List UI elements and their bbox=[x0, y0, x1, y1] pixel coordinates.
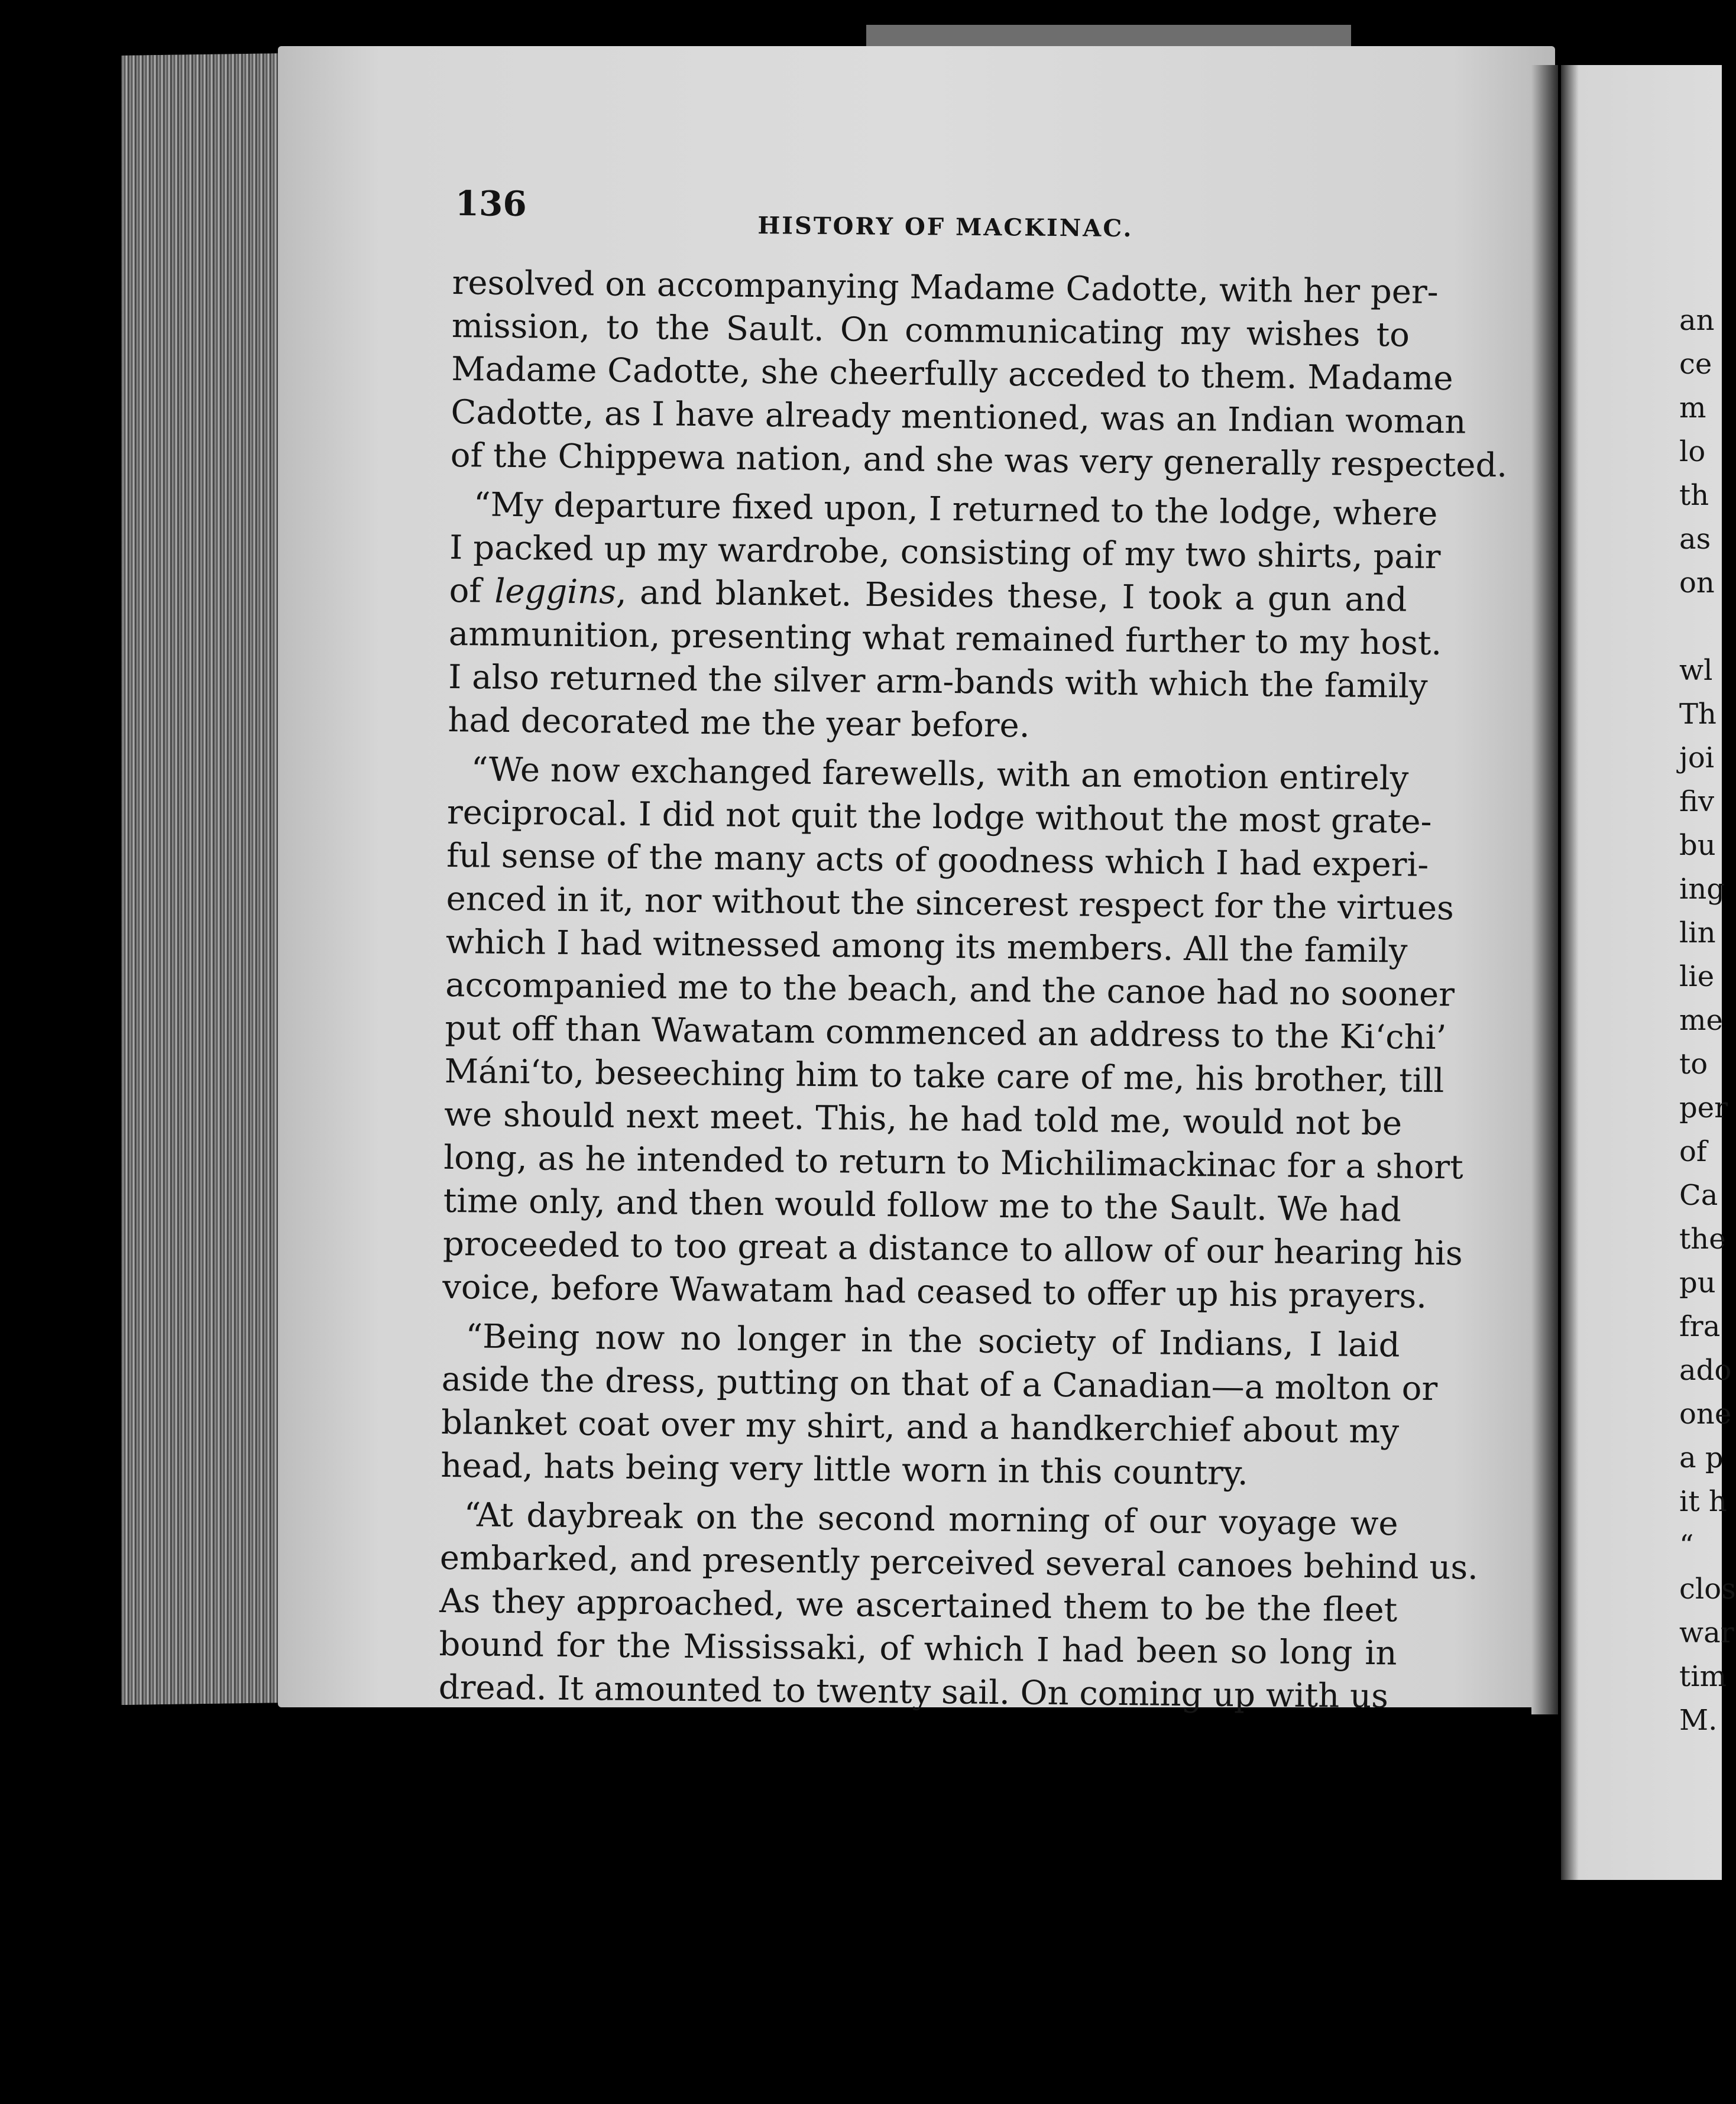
paragraph bbox=[438, 1493, 1479, 1719]
fragment-line: clos bbox=[1679, 1573, 1736, 1606]
text-line: “We now exchanged farewells, with an emotion entirely bbox=[471, 750, 1409, 798]
text-line: head, hats being very little worn in this country. bbox=[441, 1446, 1249, 1493]
text-line: enced in it, nor without the sincerest respect for the virtues bbox=[446, 879, 1455, 928]
text-line: As they approached, we ascertained them to be the fleet bbox=[439, 1581, 1398, 1630]
fragment-line: lo bbox=[1679, 435, 1706, 468]
text-line: of the Chippewa nation, and she was very generally respected. bbox=[450, 436, 1508, 485]
text-line: reciprocal. I did not quit the lodge without the most grate- bbox=[446, 793, 1432, 841]
text-line: Madame Cadotte, she cheerfully acceded to them. Madame bbox=[451, 349, 1453, 398]
fragment-line: lie bbox=[1679, 960, 1715, 993]
text-line: time only, and then would follow me to the Sault. We had bbox=[443, 1181, 1402, 1230]
text-line: had decorated me the year before. bbox=[448, 701, 1030, 745]
fragment-line: Ca bbox=[1679, 1179, 1718, 1212]
text-line: mission, to the Sault. On communicating my wishes to bbox=[451, 306, 1410, 355]
text-line: long, as he intended to return to Michilimackinac for a short bbox=[443, 1138, 1463, 1187]
text-line: Cadotte, as I have already mentioned, was an Indian woman bbox=[451, 393, 1466, 442]
fragment-line: bu bbox=[1679, 829, 1716, 862]
text-line: “My departure fixed upon, I returned to the lodge, where bbox=[473, 485, 1438, 534]
text-line: resolved on accompanying Madame Cadotte, with her per- bbox=[452, 263, 1439, 312]
fragment-line: the bbox=[1679, 1223, 1726, 1256]
fragment-line: on bbox=[1679, 566, 1715, 599]
text-line: of leggins, and blanket. Besides these, I took a gun and bbox=[449, 571, 1407, 620]
text-line: Máni‘to, beseeching him to take care of me, his brother, till bbox=[444, 1052, 1444, 1101]
page-number: 136 bbox=[455, 183, 527, 224]
fragment-line: a p bbox=[1679, 1441, 1724, 1474]
text-line: I packed up my wardrobe, consisting of my two shirts, pair bbox=[449, 528, 1441, 577]
fragment-line: ado bbox=[1679, 1354, 1732, 1387]
fragment-line: Th bbox=[1679, 698, 1716, 731]
fragment-line: “ bbox=[1679, 1529, 1694, 1562]
page-header bbox=[455, 183, 1419, 243]
fragment-line: me bbox=[1679, 1004, 1723, 1037]
text-line: ful sense of the many acts of goodness which I had experi- bbox=[446, 836, 1429, 884]
paragraph bbox=[441, 1315, 1438, 1497]
text-line: blanket coat over my shirt, and a handkerchief about my bbox=[441, 1403, 1400, 1451]
fragment-line: wl bbox=[1679, 654, 1713, 687]
fragment-line: as bbox=[1679, 523, 1711, 556]
text-line: accompanied me to the beach, and the canoe had no sooner bbox=[445, 965, 1455, 1014]
running-head: HISTORY OF MACKINAC. bbox=[757, 212, 1133, 243]
text-line: aside the dress, putting on that of a Canadian—a molton or bbox=[441, 1360, 1438, 1409]
text-line: “Being now no longer in the society of Indians, I laid bbox=[465, 1317, 1400, 1365]
text-line: voice, before Wawatam had ceased to offer up his prayers. bbox=[442, 1267, 1427, 1316]
fragment-line: war bbox=[1679, 1616, 1734, 1649]
text-line: we should next meet. This, he had told me, would not be bbox=[443, 1095, 1403, 1143]
text-line: which I had witnessed among its members. All the family bbox=[445, 922, 1408, 971]
text-line: ammunition, presenting what remained further to my host. bbox=[448, 614, 1442, 663]
text-line: bound for the Mississaki, of which I had been so long in bbox=[439, 1625, 1397, 1673]
fragment-line: it h bbox=[1679, 1485, 1727, 1518]
text-line: embarked, and presently perceived several canoes behind us. bbox=[439, 1538, 1479, 1587]
fragment-line: an bbox=[1679, 304, 1715, 337]
fragment-line: tim bbox=[1679, 1660, 1727, 1693]
fragment-line: m bbox=[1679, 391, 1706, 424]
text-line: put off than Wawatam commenced an address to the Ki‘chi’ bbox=[445, 1009, 1447, 1058]
fragment-line: of bbox=[1679, 1135, 1707, 1168]
fragment-line: M. bbox=[1679, 1704, 1718, 1737]
paragraph bbox=[448, 483, 1442, 751]
fragment-line: per bbox=[1679, 1091, 1728, 1124]
book-gutter bbox=[1531, 65, 1558, 1714]
italic-word: leggins bbox=[494, 572, 617, 612]
fragment-line: joi bbox=[1679, 741, 1715, 774]
book-page-edges bbox=[121, 53, 290, 1705]
fragment-line bbox=[1679, 605, 1722, 649]
right-page-text-fragments bbox=[1679, 299, 1736, 1742]
fragment-line: fra bbox=[1679, 1310, 1721, 1343]
fragment-line: ing bbox=[1679, 873, 1725, 906]
text-line: “At daybreak on the second morning of our voyage we bbox=[464, 1496, 1398, 1544]
fragment-line: ce bbox=[1679, 348, 1712, 381]
fragment-line: to bbox=[1679, 1048, 1708, 1081]
text-line: dread. It amounted to twenty sail. On coming up with us bbox=[438, 1668, 1389, 1716]
fragment-line: one bbox=[1679, 1398, 1732, 1431]
fragment-line: fiv bbox=[1679, 785, 1715, 818]
text-line: I also returned the silver arm-bands with which the family bbox=[448, 657, 1428, 706]
fragment-line: lin bbox=[1679, 916, 1716, 949]
paragraph bbox=[450, 261, 1508, 487]
paragraph bbox=[442, 748, 1463, 1318]
text-line: proceeded to too great a distance to allow of our hearing his bbox=[442, 1224, 1463, 1273]
page-body-text bbox=[438, 261, 1508, 1724]
fragment-line: th bbox=[1679, 479, 1709, 512]
fragment-line: pu bbox=[1679, 1266, 1716, 1299]
